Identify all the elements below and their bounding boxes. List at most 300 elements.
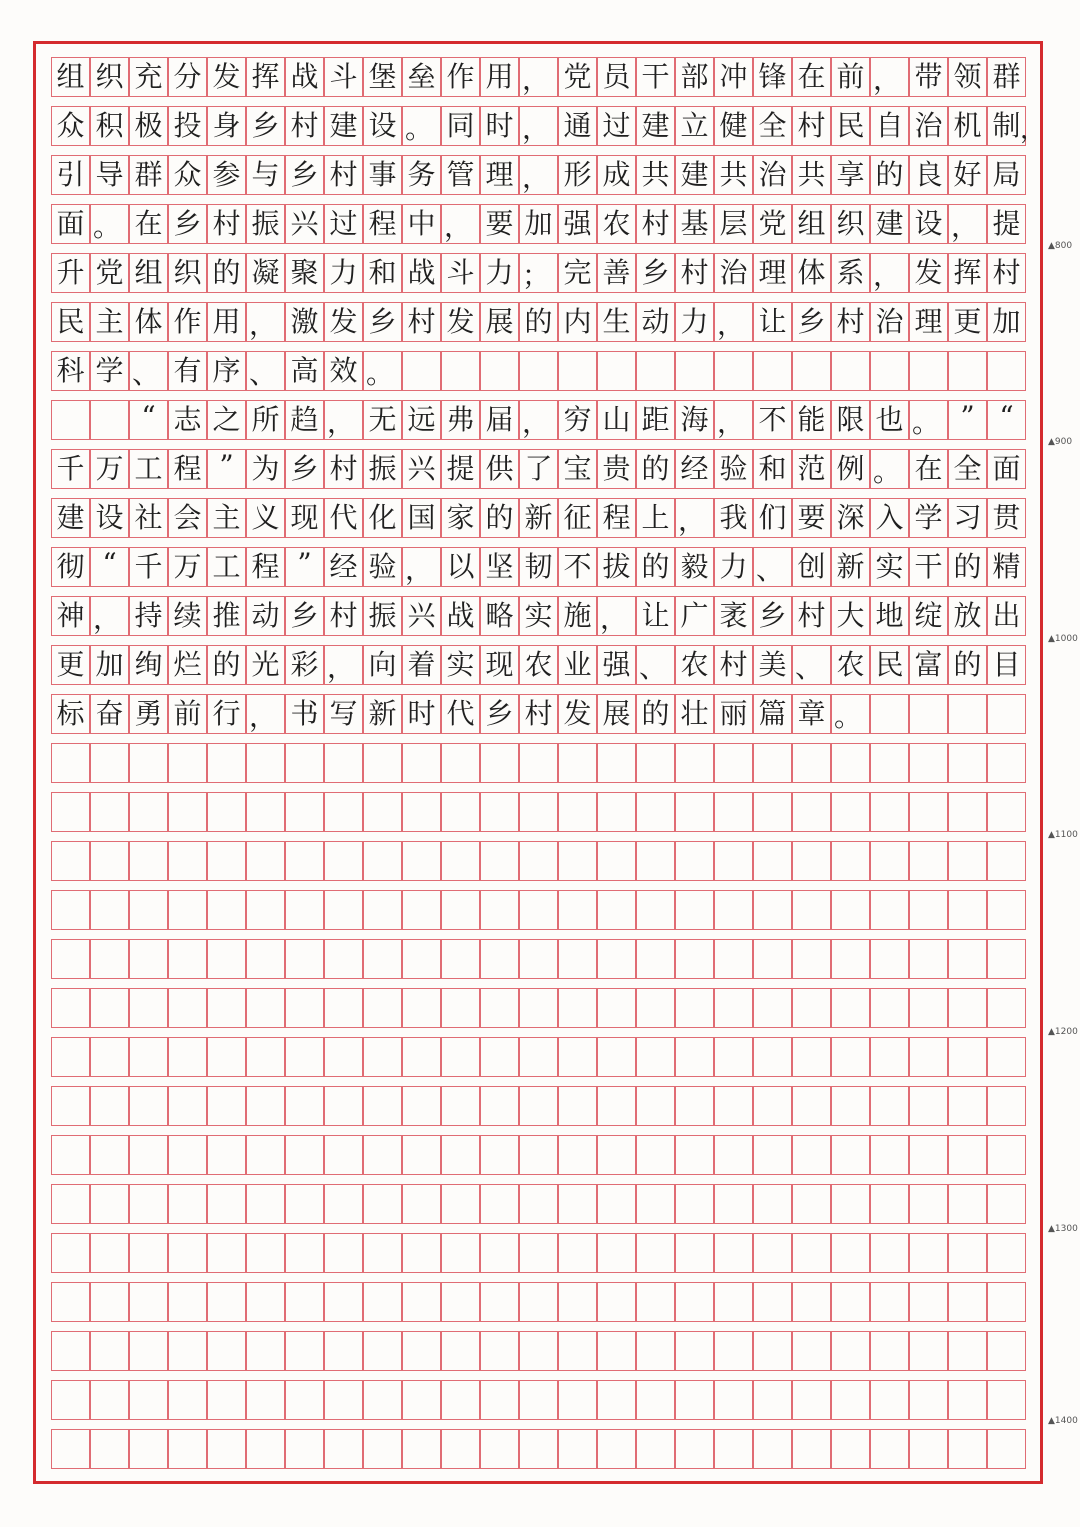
grid-cell	[831, 792, 870, 832]
grid-cell: 新	[363, 694, 402, 734]
grid-cell: 化	[363, 498, 402, 538]
grid-cell	[909, 890, 948, 930]
grid-cell	[90, 939, 129, 979]
grid-cell: 义	[246, 498, 285, 538]
grid-cell	[948, 1233, 987, 1273]
grid-cell	[636, 939, 675, 979]
grid-cell	[558, 988, 597, 1028]
grid-row	[51, 449, 1031, 489]
grid-cell	[792, 890, 831, 930]
grid-cell	[441, 988, 480, 1028]
grid-row	[51, 1184, 1031, 1224]
grid-cell	[558, 1184, 597, 1224]
grid-cell: 发	[909, 253, 948, 293]
grid-cell: 奋	[90, 694, 129, 734]
grid-cell: 的	[948, 547, 987, 587]
grid-cell	[558, 1086, 597, 1126]
grid-cell	[129, 1086, 168, 1126]
grid-cell: 彩	[285, 645, 324, 685]
grid-cell: 丽	[714, 694, 753, 734]
grid-cell	[558, 1037, 597, 1077]
word-count-marker: ▲1000	[1048, 634, 1078, 644]
grid-row	[51, 204, 1031, 244]
grid-cell	[324, 1086, 363, 1126]
grid-cell	[480, 1037, 519, 1077]
grid-cell	[948, 841, 987, 881]
grid-cell	[441, 1331, 480, 1371]
grid-cell: 大	[831, 596, 870, 636]
grid-cell: 组	[129, 253, 168, 293]
grid-cell	[753, 1086, 792, 1126]
grid-cell: 动	[246, 596, 285, 636]
grid-cell	[948, 890, 987, 930]
grid-cell: 发	[324, 302, 363, 342]
grid-cell	[324, 1233, 363, 1273]
grid-cell: 远	[402, 400, 441, 440]
grid-cell: 提	[441, 449, 480, 489]
grid-cell	[597, 351, 636, 391]
grid-cell: 征	[558, 498, 597, 538]
grid-cell: 体	[792, 253, 831, 293]
grid-cell	[987, 792, 1026, 832]
grid-cell	[363, 1184, 402, 1224]
grid-cell	[480, 1086, 519, 1126]
grid-cell: 会	[168, 498, 207, 538]
grid-cell: 带	[909, 57, 948, 97]
grid-row	[51, 596, 1031, 636]
grid-cell	[831, 1086, 870, 1126]
grid-cell: 光	[246, 645, 285, 685]
grid-cell: 振	[363, 449, 402, 489]
grid-cell	[714, 1086, 753, 1126]
grid-cell: ，	[519, 57, 558, 97]
grid-cell: 程	[168, 449, 207, 489]
grid-cell: 实	[441, 645, 480, 685]
grid-cell: ；	[519, 253, 558, 293]
grid-cell: 新	[519, 498, 558, 538]
grid-cell: 志	[168, 400, 207, 440]
grid-cell	[480, 890, 519, 930]
grid-cell: 堡	[363, 57, 402, 97]
grid-cell: 推	[207, 596, 246, 636]
grid-cell	[675, 1037, 714, 1077]
grid-cell: 基	[675, 204, 714, 244]
grid-cell: 科	[51, 351, 90, 391]
grid-cell	[948, 1037, 987, 1077]
grid-cell: 通	[558, 106, 597, 146]
grid-cell: ，	[324, 400, 363, 440]
grid-cell	[168, 1429, 207, 1469]
grid-cell: 的	[636, 547, 675, 587]
grid-cell	[90, 743, 129, 783]
grid-cell: 学	[90, 351, 129, 391]
grid-cell	[909, 1135, 948, 1175]
grid-cell	[987, 1037, 1026, 1077]
grid-cell	[90, 1380, 129, 1420]
grid-cell: 主	[90, 302, 129, 342]
grid-cell	[129, 1429, 168, 1469]
grid-cell	[207, 1429, 246, 1469]
grid-cell	[948, 694, 987, 734]
grid-cell	[870, 1380, 909, 1420]
grid-cell: 海	[675, 400, 714, 440]
grid-cell: 时	[480, 106, 519, 146]
grid-cell	[831, 743, 870, 783]
grid-cell	[480, 1233, 519, 1273]
grid-cell	[519, 1233, 558, 1273]
grid-cell	[792, 351, 831, 391]
grid-cell: 乡	[246, 106, 285, 146]
grid-cell	[792, 939, 831, 979]
grid-cell: 乡	[285, 449, 324, 489]
grid-cell	[480, 1380, 519, 1420]
grid-row	[51, 57, 1031, 97]
grid-cell	[168, 841, 207, 881]
grid-cell: 入	[870, 498, 909, 538]
grid-cell	[597, 1135, 636, 1175]
grid-cell	[363, 1135, 402, 1175]
grid-cell: 力	[324, 253, 363, 293]
grid-cell: 、	[246, 351, 285, 391]
grid-cell	[363, 1380, 402, 1420]
grid-cell	[792, 792, 831, 832]
grid-row	[51, 1233, 1031, 1273]
grid-cell: 民	[870, 645, 909, 685]
grid-cell	[948, 351, 987, 391]
grid-cell	[870, 1184, 909, 1224]
grid-cell: 力	[714, 547, 753, 587]
grid-cell: 主	[207, 498, 246, 538]
grid-cell	[480, 743, 519, 783]
grid-cell: 良	[909, 155, 948, 195]
grid-cell: 有	[168, 351, 207, 391]
grid-cell	[441, 1135, 480, 1175]
grid-cell: 让	[753, 302, 792, 342]
grid-cell: 写	[324, 694, 363, 734]
grid-cell	[909, 694, 948, 734]
grid-cell	[558, 743, 597, 783]
grid-cell: 经	[675, 449, 714, 489]
grid-cell	[753, 743, 792, 783]
grid-cell: 前	[168, 694, 207, 734]
grid-cell	[285, 1429, 324, 1469]
grid-row	[51, 1331, 1031, 1371]
grid-cell	[675, 1233, 714, 1273]
grid-cell	[480, 1331, 519, 1371]
grid-cell	[909, 988, 948, 1028]
grid-cell: 党	[753, 204, 792, 244]
grid-cell: 工	[129, 449, 168, 489]
grid-cell	[987, 939, 1026, 979]
grid-cell: 引	[51, 155, 90, 195]
grid-cell	[168, 1380, 207, 1420]
grid-cell: 设	[90, 498, 129, 538]
grid-cell: 宝	[558, 449, 597, 489]
grid-cell	[168, 743, 207, 783]
grid-cell: 斗	[441, 253, 480, 293]
grid-cell	[90, 1429, 129, 1469]
grid-cell	[792, 1429, 831, 1469]
grid-cell	[363, 939, 402, 979]
grid-cell	[480, 939, 519, 979]
grid-cell: 提	[987, 204, 1026, 244]
grid-cell	[519, 1086, 558, 1126]
grid-cell	[246, 1331, 285, 1371]
grid-cell	[324, 1429, 363, 1469]
grid-cell	[909, 1184, 948, 1224]
grid-cell	[753, 890, 792, 930]
grid-cell: 国	[402, 498, 441, 538]
grid-cell	[909, 743, 948, 783]
grid-cell: 战	[285, 57, 324, 97]
grid-cell: 同	[441, 106, 480, 146]
grid-cell	[285, 1380, 324, 1420]
grid-cell	[714, 792, 753, 832]
grid-cell: 建	[675, 155, 714, 195]
grid-cell	[207, 939, 246, 979]
grid-cell	[168, 890, 207, 930]
grid-cell	[363, 1282, 402, 1322]
grid-cell	[441, 939, 480, 979]
grid-cell: 例	[831, 449, 870, 489]
grid-cell: 验	[714, 449, 753, 489]
grid-cell: 民	[51, 302, 90, 342]
grid-cell: 共	[792, 155, 831, 195]
grid-cell: 村	[792, 106, 831, 146]
grid-cell: 、	[753, 547, 792, 587]
grid-cell	[675, 351, 714, 391]
grid-cell	[675, 792, 714, 832]
word-count-marker: ▲1100	[1048, 830, 1078, 840]
grid-cell	[168, 1282, 207, 1322]
grid-cell	[870, 1429, 909, 1469]
grid-cell	[675, 743, 714, 783]
grid-cell: 了	[519, 449, 558, 489]
grid-cell: 村	[324, 449, 363, 489]
grid-cell	[675, 988, 714, 1028]
grid-cell: 展	[480, 302, 519, 342]
grid-cell: 全	[753, 106, 792, 146]
grid-cell: 坚	[480, 547, 519, 587]
grid-cell: 动	[636, 302, 675, 342]
grid-cell	[987, 1135, 1026, 1175]
grid-row	[51, 645, 1031, 685]
grid-cell: 众	[168, 155, 207, 195]
grid-cell: “	[90, 547, 129, 587]
grid-cell	[207, 1282, 246, 1322]
grid-cell	[714, 743, 753, 783]
grid-cell: 村	[987, 253, 1026, 293]
grid-cell: ，	[246, 302, 285, 342]
grid-cell	[285, 1037, 324, 1077]
grid-cell	[519, 1135, 558, 1175]
grid-cell: 治	[909, 106, 948, 146]
grid-cell	[870, 743, 909, 783]
grid-cell	[987, 1184, 1026, 1224]
grid-cell	[792, 1233, 831, 1273]
grid-cell: 与	[246, 155, 285, 195]
grid-cell: 群	[987, 57, 1026, 97]
grid-cell	[597, 1331, 636, 1371]
grid-cell	[675, 1135, 714, 1175]
grid-cell	[987, 743, 1026, 783]
grid-cell	[714, 841, 753, 881]
grid-cell: 勇	[129, 694, 168, 734]
grid-cell	[753, 1037, 792, 1077]
grid-cell: 战	[402, 253, 441, 293]
grid-cell	[987, 694, 1026, 734]
grid-cell: ，	[714, 400, 753, 440]
grid-cell	[558, 841, 597, 881]
grid-row	[51, 1086, 1031, 1126]
grid-cell	[207, 1184, 246, 1224]
grid-cell	[519, 792, 558, 832]
grid-cell: 体	[129, 302, 168, 342]
grid-row	[51, 694, 1031, 734]
grid-cell	[753, 1135, 792, 1175]
grid-cell	[558, 351, 597, 391]
grid-cell	[285, 743, 324, 783]
grid-cell	[987, 1380, 1026, 1420]
grid-cell: 出	[987, 596, 1026, 636]
grid-row	[51, 498, 1031, 538]
grid-cell: 乡	[285, 155, 324, 195]
grid-cell: 们	[753, 498, 792, 538]
grid-cell	[402, 792, 441, 832]
grid-cell	[597, 1282, 636, 1322]
grid-row	[51, 1380, 1031, 1420]
grid-cell: 治	[870, 302, 909, 342]
grid-cell: 限	[831, 400, 870, 440]
grid-cell	[207, 1086, 246, 1126]
grid-cell	[558, 1282, 597, 1322]
grid-cell: 地	[870, 596, 909, 636]
grid-cell	[636, 743, 675, 783]
grid-cell	[168, 1184, 207, 1224]
grid-cell: 新	[831, 547, 870, 587]
grid-cell	[285, 1233, 324, 1273]
grid-cell	[246, 1135, 285, 1175]
grid-cell: 全	[948, 449, 987, 489]
grid-cell	[597, 1233, 636, 1273]
grid-cell	[168, 1086, 207, 1126]
grid-cell	[363, 1429, 402, 1469]
grid-cell	[402, 841, 441, 881]
grid-cell	[558, 1429, 597, 1469]
grid-cell	[324, 939, 363, 979]
grid-cell	[363, 1233, 402, 1273]
grid-cell: 展	[597, 694, 636, 734]
grid-cell: 战	[441, 596, 480, 636]
grid-cell	[90, 1135, 129, 1175]
grid-cell	[597, 1086, 636, 1126]
grid-cell: 民	[831, 106, 870, 146]
grid-cell	[519, 351, 558, 391]
grid-cell: ，	[675, 498, 714, 538]
grid-cell	[480, 1429, 519, 1469]
grid-cell: 业	[558, 645, 597, 685]
grid-cell	[675, 890, 714, 930]
grid-cell: ，	[519, 400, 558, 440]
grid-cell: 为	[246, 449, 285, 489]
grid-cell	[714, 1184, 753, 1224]
grid-cell: 验	[363, 547, 402, 587]
grid-cell	[558, 792, 597, 832]
grid-cell: 距	[636, 400, 675, 440]
grid-cell	[636, 1429, 675, 1469]
grid-cell: 工	[207, 547, 246, 587]
grid-cell: “	[129, 400, 168, 440]
grid-cell	[90, 792, 129, 832]
grid-row	[51, 890, 1031, 930]
grid-cell	[363, 743, 402, 783]
grid-cell	[753, 988, 792, 1028]
grid-cell: ，	[441, 204, 480, 244]
grid-cell: 机	[948, 106, 987, 146]
grid-cell	[597, 743, 636, 783]
grid-cell	[51, 1135, 90, 1175]
grid-cell: 实	[519, 596, 558, 636]
grid-cell	[246, 1380, 285, 1420]
grid-cell: 垒	[402, 57, 441, 97]
grid-cell: 事	[363, 155, 402, 195]
grid-cell: 。	[363, 351, 402, 391]
grid-cell: 在	[129, 204, 168, 244]
grid-cell: 建	[870, 204, 909, 244]
grid-cell	[714, 1282, 753, 1322]
grid-cell	[831, 1233, 870, 1273]
grid-cell: 乡	[792, 302, 831, 342]
grid-cell: 好	[948, 155, 987, 195]
grid-cell	[714, 939, 753, 979]
grid-cell: 神	[51, 596, 90, 636]
grid-cell	[402, 890, 441, 930]
grid-cell	[129, 1135, 168, 1175]
grid-cell	[948, 1282, 987, 1322]
grid-cell: 立	[675, 106, 714, 146]
grid-cell: 员	[597, 57, 636, 97]
grid-cell	[285, 890, 324, 930]
grid-cell: 程	[246, 547, 285, 587]
grid-cell	[129, 1282, 168, 1322]
grid-cell	[51, 1086, 90, 1126]
grid-cell	[519, 743, 558, 783]
grid-cell	[285, 1331, 324, 1371]
grid-cell: 篇	[753, 694, 792, 734]
grid-cell: 代	[441, 694, 480, 734]
grid-cell: 袤	[714, 596, 753, 636]
grid-cell	[363, 1037, 402, 1077]
grid-cell: 村	[324, 596, 363, 636]
grid-cell	[51, 1331, 90, 1371]
grid-cell: 村	[792, 596, 831, 636]
grid-cell	[753, 841, 792, 881]
grid-cell	[753, 1233, 792, 1273]
grid-cell: 的	[519, 302, 558, 342]
grid-cell	[831, 1380, 870, 1420]
grid-cell	[51, 939, 90, 979]
grid-cell: 理	[909, 302, 948, 342]
grid-cell	[909, 939, 948, 979]
grid-cell: 万	[90, 449, 129, 489]
grid-cell	[597, 939, 636, 979]
grid-cell	[792, 841, 831, 881]
grid-cell	[831, 1037, 870, 1077]
grid-cell: 家	[441, 498, 480, 538]
grid-cell	[987, 351, 1026, 391]
grid-cell: 加	[90, 645, 129, 685]
grid-cell: 强	[558, 204, 597, 244]
